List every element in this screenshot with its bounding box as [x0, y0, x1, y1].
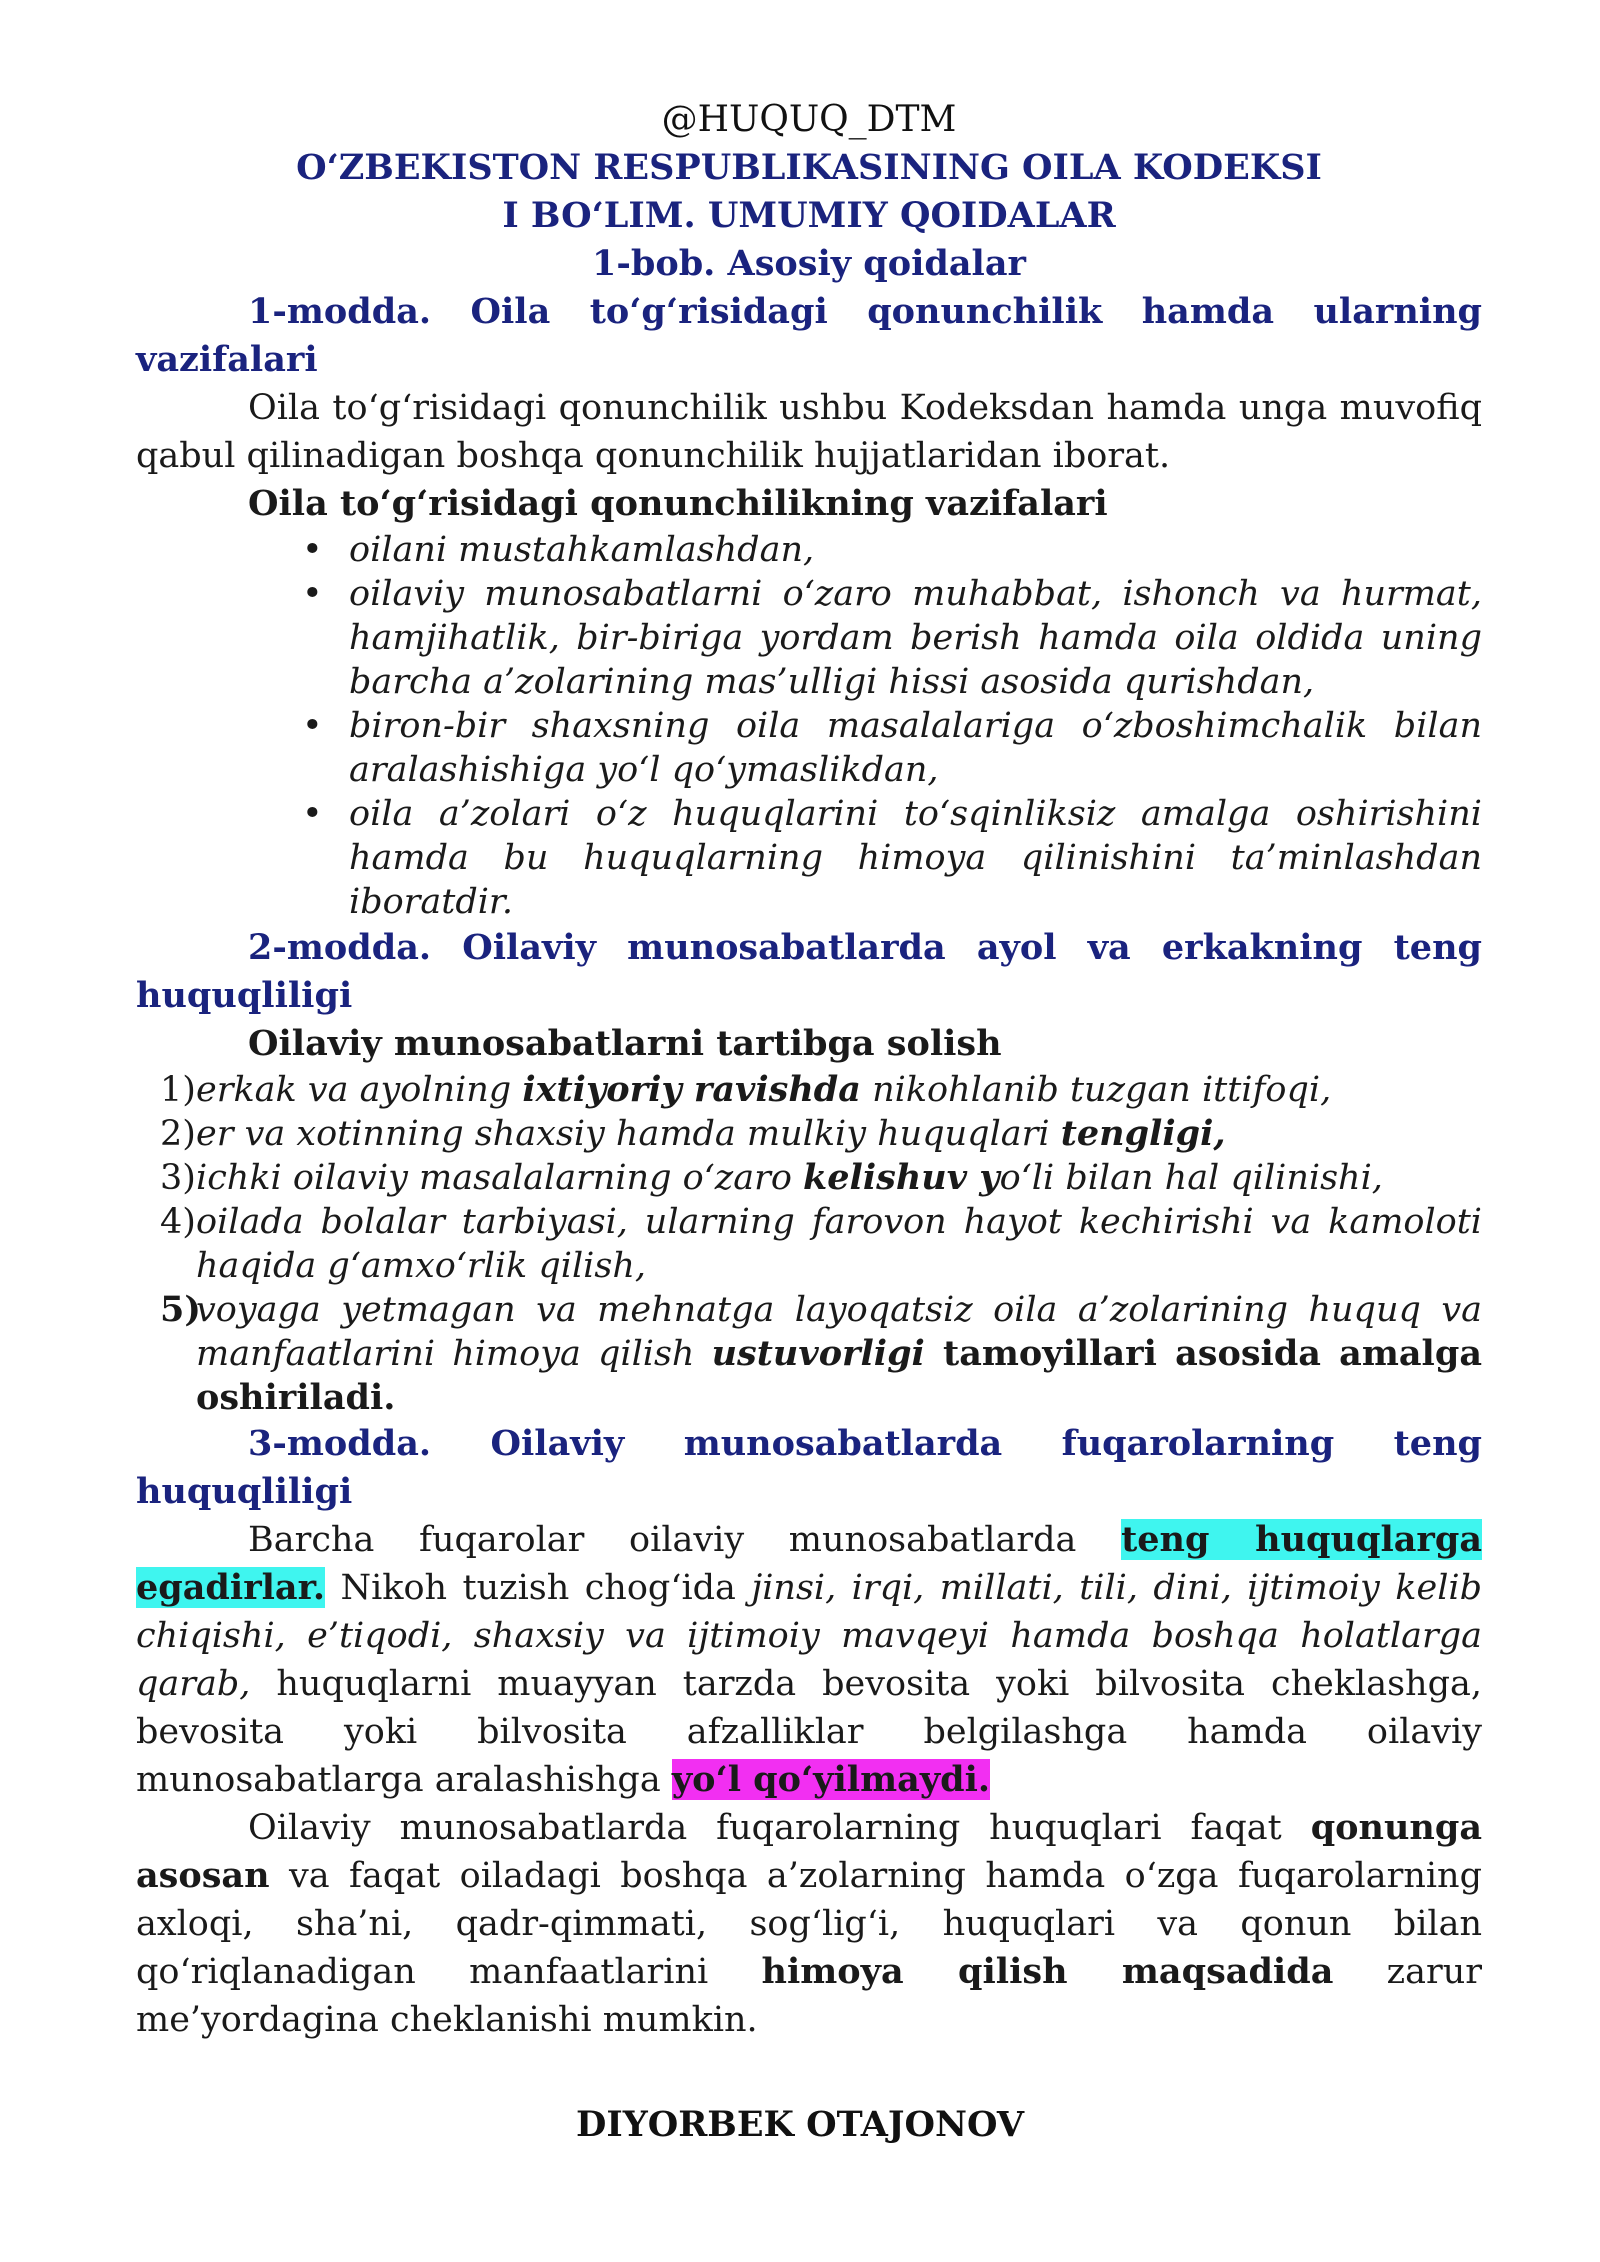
section-title: I BO‘LIM. UMUMIY QOIDALAR	[502, 195, 1116, 236]
channel-handle: @HUQUQ_DTM	[661, 99, 957, 140]
highlight-not-allowed: yo‘l qo‘yilmaydi.	[671, 1759, 991, 1800]
highlight-equal-rights: teng huquqlarga egadirlar.	[136, 1519, 1483, 1608]
list-item: 4) oilada bolalar tarbiyasi, ularning farovon hayot kechirishi va kamoloti haqida g‘amxo‘rlik qilish,	[160, 1202, 1482, 1286]
article-1-bullet-list	[136, 528, 1482, 924]
author-signature: DIYORBEK OTAJONOV	[576, 2104, 1024, 2145]
bullet-icon: •	[302, 530, 323, 570]
code-title: O‘ZBEKISTON RESPUBLIKASINING OILA KODEKSI	[296, 147, 1322, 188]
article-2-subtitle: Oilaviy munosabatlarni tartibga solish	[248, 1023, 1002, 1064]
article-2-title: 2-modda. Oilaviy munosabatlarda ayol va erkakning teng huquqliligi	[136, 927, 1482, 1016]
bullet-icon: •	[302, 574, 323, 614]
bullet-icon: •	[302, 706, 323, 746]
article-1-paragraph: Oila to‘g‘risidagi qonunchilik ushbu Kodeksdan hamda unga muvofiq qabul qilinadigan boshqa qonunchilik hujjatlaridan iborat.	[136, 388, 1482, 476]
article-3-paragraph-1: Barcha fuqarolar oilaviy munosabatlarda teng huquqlarga egadirlar. Nikoh tuzish chog‘ida jinsi, irqi, millati, tili, dini, ijtimoiy kelib chiqishi, e’tiqodi, shaxsiy va ijtimoiy mavqeyi hamda boshqa holatlarga qarab, huquqlarni muayyan tarzda bevosita yoki bilvosita cheklashga, bevosita yoki bilvosita afzalliklar belgilashga hamda oilaviy munosabatlarga aralashishga yo‘l qo‘yilmaydi.	[136, 1519, 1483, 1800]
chapter-title: 1-bob. Asosiy qoidalar	[592, 243, 1026, 284]
list-item: 2) er va xotinning shaxsiy hamda mulkiy huquqlari tengligi,	[160, 1113, 1226, 1154]
list-item: • oilaviy munosabatlarni o‘zaro muhabbat, ishonch va hurmat, hamjihatlik, bir-biriga yordam berish hamda oila oldida uning barcha a’zolarining mas’ulligi hissi asosida qurishdan,	[302, 574, 1482, 702]
article-3-paragraph-2: Oilaviy munosabatlarda fuqarolarning huquqlari faqat qonunga asosan va faqat oiladagi boshqa a’zolarning hamda o‘zga fuqarolarning axloqi, sha’ni, qadr-qimmati, sog‘lig‘i, huquqlari va qonun bilan qo‘riqlanadigan manfaatlarini himoya qilish maqsadida zarur me’yordagina cheklanishi mumkin.	[136, 1807, 1482, 2040]
list-item: 1) erkak va ayolning ixtiyoriy ravishda nikohlanib tuzgan ittifoqi,	[160, 1069, 1332, 1110]
list-item: • oilani mustahkamlashdan,	[302, 530, 815, 570]
article-3-title: 3-modda. Oilaviy munosabatlarda fuqarolarning teng huquqliligi	[136, 1423, 1482, 1512]
list-item: 5) voyaga yetmagan va mehnatga layoqatsiz oila a’zolarining huquq va manfaatlarini himoya qilish ustuvorligi tamoyillari asosida amalga oshiriladi.	[160, 1289, 1482, 1418]
list-item: • oila a’zolari o‘z huquqlarini to‘sqinliksiz amalga oshirishini hamda bu huquqlarning himoya qilinishini ta’minlashdan iboratdir.	[302, 794, 1482, 922]
list-item: • biron-bir shaxsning oila masalalariga o‘zboshimchalik bilan aralashishiga yo‘l qo‘ymaslikdan,	[302, 706, 1482, 790]
article-1-title: 1-modda. Oila to‘g‘risidagi qonunchilik hamda ularning vazifalari	[136, 291, 1482, 380]
document-page	[136, 96, 1482, 2044]
list-item: 3) ichki oilaviy masalalarning o‘zaro kelishuv yo‘li bilan hal qilinishi,	[160, 1157, 1383, 1198]
bullet-icon: •	[302, 794, 323, 834]
article-1-subtitle: Oila to‘g‘risidagi qonunchilikning vazifalari	[248, 483, 1108, 524]
article-2-numbered-list	[136, 1068, 1482, 1420]
